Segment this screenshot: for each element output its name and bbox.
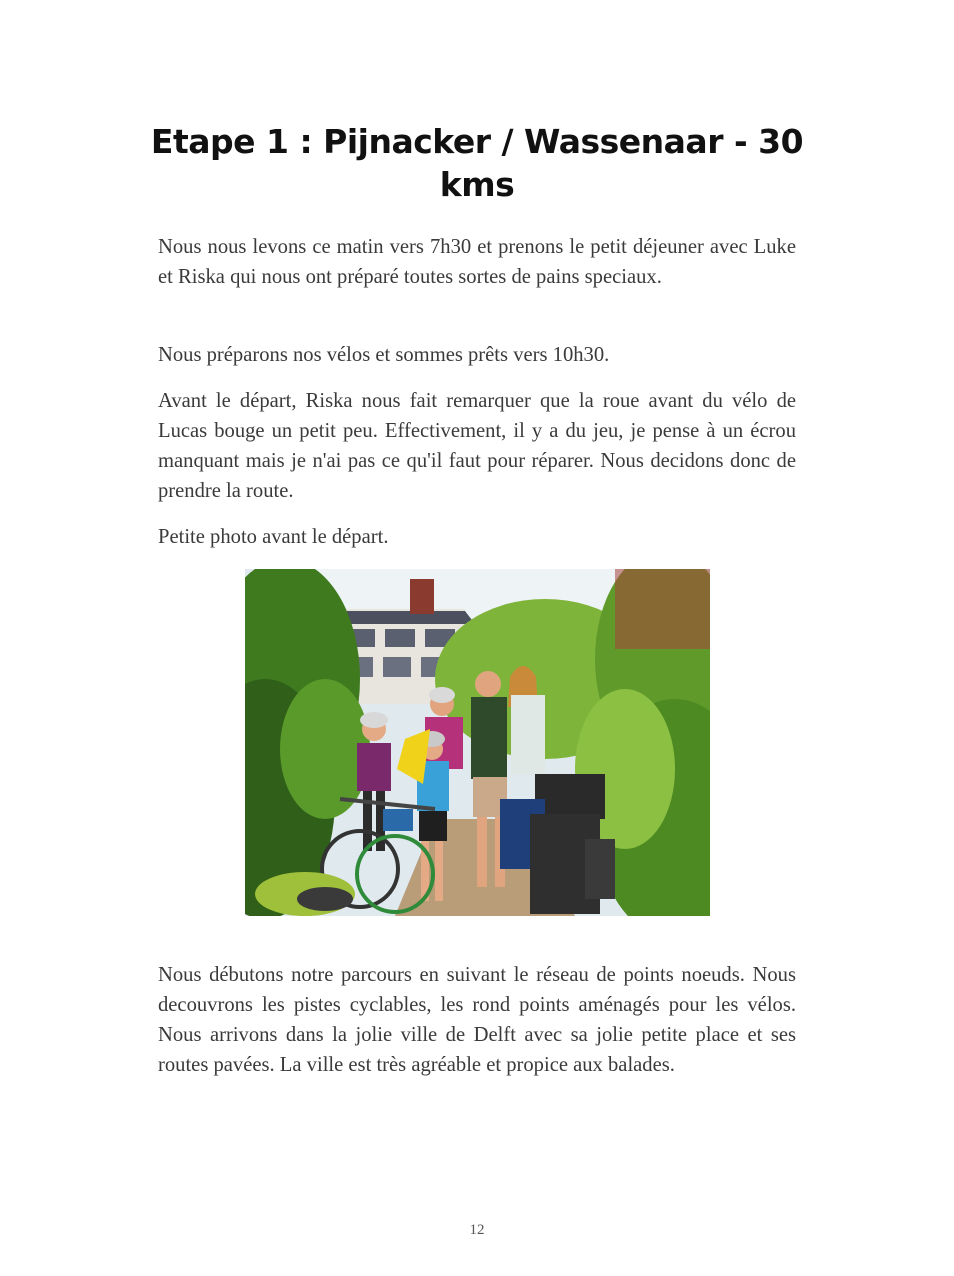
paragraph-breakfast: Nous nous levons ce matin vers 7h30 et prenons le petit déjeuner avec Luke et Riska qui nous ont préparé toutes sortes de pains speciaux.	[158, 236, 796, 288]
group-photo-cyclists	[245, 569, 710, 916]
page-number: 12	[469, 1222, 485, 1238]
paragraph-photo-caption: Petite photo avant le départ.	[158, 526, 389, 548]
paragraph-wheel-issue: Avant le départ, Riska nous fait remarquer que la roue avant du vélo de Lucas bouge un petit peu. Effectivement, il y a du jeu, je pense à un écrou manquant mais je n'ai pas ce qu'il faut pour réparer. Nous decidons donc de prendre la route.	[158, 390, 796, 502]
paragraph-delft-route: Nous débutons notre parcours en suivant le réseau de points noeuds. Nous decouvrons les pistes cyclables, les rond points aménagés pour les vélos. Nous arrivons dans la jolie ville de Delft avec sa jolie petite place et ses routes pavées. La ville est très agréable et propice aux balades.	[158, 964, 796, 1076]
page-title: Etape 1 : Pijnacker / Wassenaar - 30 kms	[150, 122, 804, 204]
paragraph-bike-prep: Nous préparons nos vélos et sommes prêts vers 10h30.	[158, 344, 610, 366]
